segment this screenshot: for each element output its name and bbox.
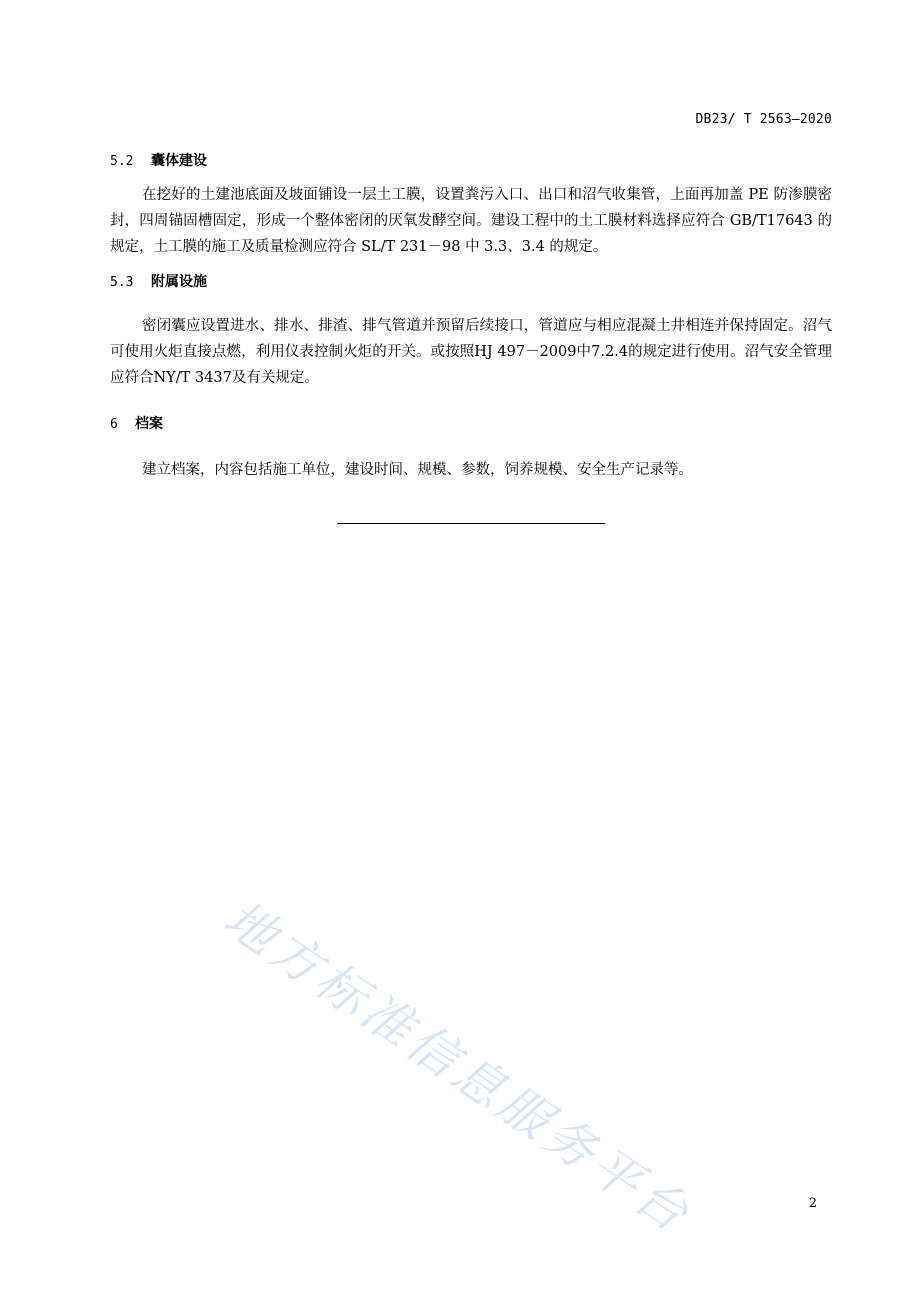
document-code: DB23/ T 2563—2020 bbox=[695, 112, 832, 127]
page-number: 2 bbox=[808, 1196, 817, 1211]
section-heading-5-3 bbox=[110, 271, 207, 291]
section-heading-6 bbox=[110, 413, 163, 433]
section-5-3-paragraph: 密闭囊应设置进水、排水、排渣、排气管道并预留后续接口，管道应与相应混凝土井相连并保持固定。沼气可使用火炬直接点燃，利用仪表控制火炬的开关。或按照HJ 497－2009中7.2.4的规定进行使用。沼气安全管理应符合NY/T 3437及有关规定。 bbox=[110, 318, 832, 386]
section-title: 档案 bbox=[135, 416, 163, 432]
section-number: 5.3 bbox=[110, 275, 134, 290]
watermark: 地方标准信息服务平台 bbox=[213, 889, 702, 1245]
section-number: 5.2 bbox=[110, 154, 134, 169]
section-5-2-paragraph: 在挖好的土建池底面及坡面铺设一层土工膜，设置粪污入口、出口和沼气收集管，上面再加盖 PE 防渗膜密封，四周锚固槽固定，形成一个整体密闭的厌氧发酵空间。建设工程中的土工膜材料选择应符合 GB/T17643 的规定，土工膜的施工及质量检测应符合 SL/T 231－98 中 3.3、3.4 的规定。 bbox=[110, 187, 832, 255]
section-6-paragraph: 建立档案，内容包括施工单位，建设时间、规模、参数，饲养规模、安全生产记录等。 bbox=[142, 462, 693, 478]
end-of-document-rule bbox=[337, 523, 605, 524]
section-number: 6 bbox=[110, 417, 118, 432]
section-title: 囊体建设 bbox=[151, 153, 207, 169]
section-title: 附属设施 bbox=[151, 274, 207, 290]
section-heading-5-2 bbox=[110, 150, 207, 170]
